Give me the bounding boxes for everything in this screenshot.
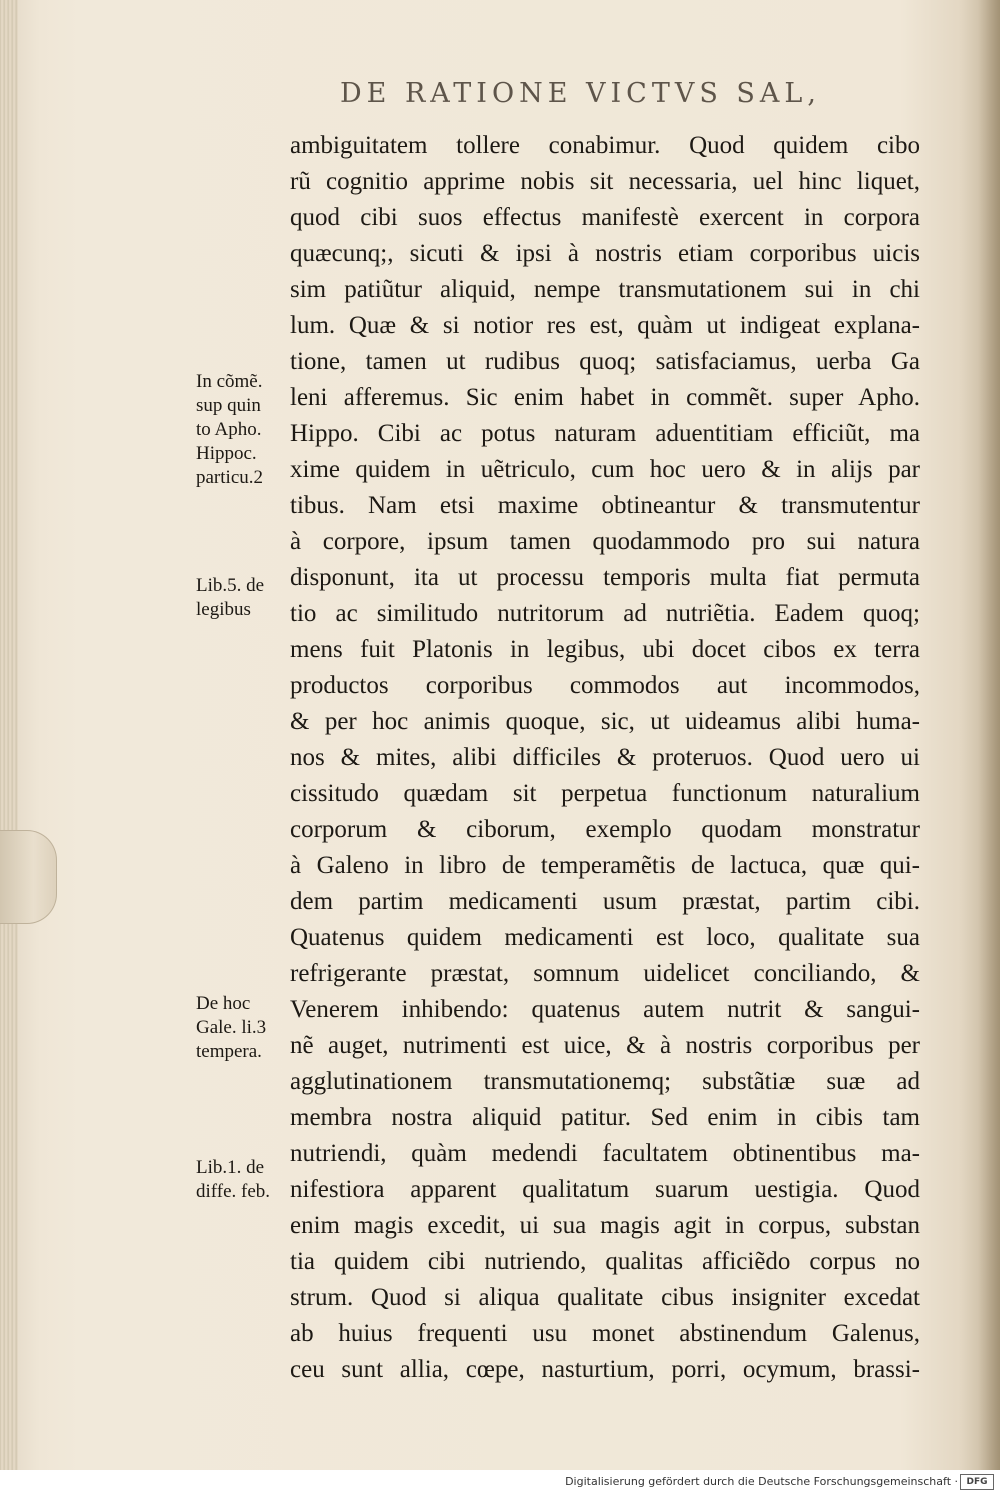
page-edges [0,0,18,1470]
margin-note-text: Lib.1. de diffe. feb. [196,1157,271,1202]
text-line: strum. Quod si aliqua qualitate cibus insigniter excedat [290,1284,920,1311]
text-line: refrigerante præstat, somnum uidelicet conciliando, & [290,960,920,987]
body-text [290,128,920,1388]
text-line: tione, tamen ut rudibus quoq; satisfaciamus, uerba Ga [290,348,920,375]
text-line: Hippo. Cibi ac potus naturam aduentitiam efficiũt, ma [290,420,920,447]
text-line: ab huius frequenti usu monet abstinendum Galenus, [290,1320,920,1347]
text-line: ambiguitatem tollere conabimur. Quod quidem cibo [290,132,920,159]
text-line: nẽ auget, nutrimenti est uice, & à nostris corporibus per [290,1032,920,1059]
running-head: DE RATIONE VICTVS SAL, [340,78,821,109]
text-line: quæcunq;, sicuti & ipsi à nostris etiam corporibus uicis [290,240,920,267]
text-line: mens fuit Platonis in legibus, ubi docet cibos ex terra [290,636,920,663]
text-line: à corpore, ipsum tamen quodammodo pro sui natura [290,528,920,555]
margin-note [196,574,288,622]
text-line: à Galeno in libro de temperamẽtis de lactuca, quæ qui- [290,852,920,879]
text-line: cissitudo quædam sit perpetua functionum naturalium [290,780,920,807]
text-line: agglutinationem transmutationemq; substãtiæ suæ ad [290,1068,920,1095]
text-line: lum. Quæ & si notior res est, quàm ut indigeat explana- [290,312,920,339]
margin-note [196,370,288,490]
text-line: leni afferemus. Sic enim habet in commẽt. super Apho. [290,384,920,411]
footer-bar [0,1470,1000,1495]
text-line: & per hoc animis quoque, sic, ut uideamus alibi huma- [290,708,920,735]
text-line: disponunt, ita ut processu temporis multa fiat permuta [290,564,920,591]
text-line: quod cibi suos effectus manifestè exercent in corpora [290,204,920,231]
dfg-logo-icon: DFG [960,1474,994,1490]
margin-note [196,1156,288,1204]
margin-note-text: Lib.5. de legibus [196,575,265,620]
margin-note-text: De hoc Gale. li.3 tempera. [196,993,267,1062]
gutter-shadow [978,0,1000,1470]
text-line: membra nostra aliquid patitur. Sed enim in cibis tam [290,1104,920,1131]
text-line: nos & mites, alibi difficiles & proteruos. Quod uero ui [290,744,920,771]
text-line: xime quidem in uẽtriculo, cum hoc uero & in alijs par [290,456,920,483]
margin-note-text: In cõmẽ. sup quin to Apho. Hippoc. particu.2 [196,371,264,488]
text-line: corporum & ciborum, exemplo quodam monstratur [290,816,920,843]
text-line: nutriendi, quàm medendi facultatem obtinentibus ma- [290,1140,920,1167]
text-line: enim magis excedit, ui sua magis agit in corpus, substan [290,1212,920,1239]
text-line: Venerem inhibendo: quatenus autem nutrit & sangui- [290,996,920,1023]
text-line: rũ cognitio apprime nobis sit necessaria, uel hinc liquet, [290,168,920,195]
text-line: tibus. Nam etsi maxime obtineantur & transmutentur [290,492,920,519]
text-line: tio ac similitudo nutritorum ad nutriẽtia. Eadem quoq; [290,600,920,627]
text-line: sim patiũtur aliquid, nempe transmutationem sui in chi [290,276,920,303]
text-line: ceu sunt allia, cœpe, nasturtium, porri, ocymum, brassi- [290,1356,920,1383]
text-line: tia quidem cibi nutriendo, qualitas afficiẽdo corpus no [290,1248,920,1275]
text-line: productos corporibus commodos aut incommodos, [290,672,920,699]
text-line: Quatenus quidem medicamenti est loco, qualitate sua [290,924,920,951]
text-line: nifestiora apparent qualitatum suarum uestigia. Quod [290,1176,920,1203]
book-clip [0,830,57,924]
margin-note [196,992,288,1064]
text-line: dem partim medicamenti usum præstat, partim cibi. [290,888,920,915]
footer-credit: Digitalisierung gefördert durch die Deutsche Forschungsgemeinschaft · [565,1475,958,1488]
